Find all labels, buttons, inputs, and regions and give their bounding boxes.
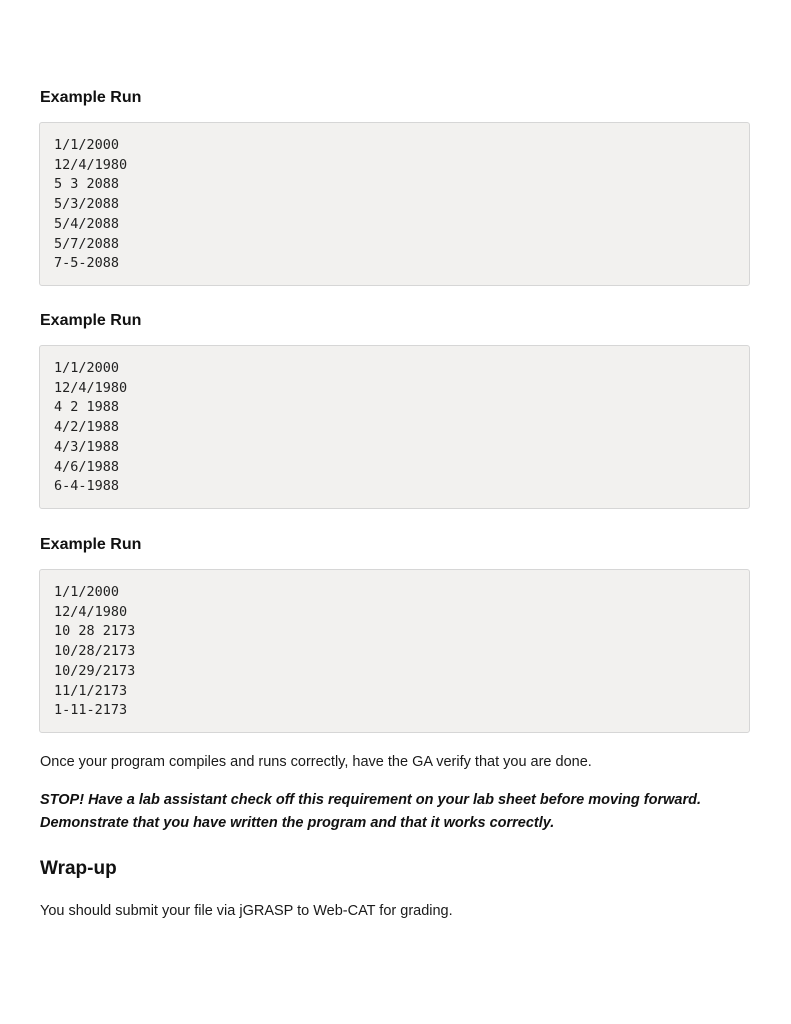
example-run-heading-1: Example Run <box>40 89 142 106</box>
output-line: 7-5-2088 <box>54 255 120 272</box>
output-line: 12/4/1980 <box>54 156 128 173</box>
example-run-heading-3: Example Run <box>40 536 142 553</box>
stop-notice-line-1: STOP! Have a lab assistant check off this requirement on your lab sheet before moving forward. <box>40 792 701 808</box>
output-line: 5/3/2088 <box>54 196 120 213</box>
output-line: 5/4/2088 <box>54 215 120 232</box>
wrapup-paragraph: You should submit your file via jGRASP to Web-CAT for grading. <box>40 903 453 919</box>
example-run-output-3 <box>39 569 750 733</box>
output-line: 1-11-2173 <box>54 702 128 719</box>
output-line: 12/4/1980 <box>54 379 128 396</box>
output-line: 1/1/2000 <box>54 360 120 376</box>
example-run-heading-2: Example Run <box>40 312 142 329</box>
verify-paragraph: Once your program compiles and runs correctly, have the GA verify that you are done. <box>40 754 592 770</box>
output-line: 11/1/2173 <box>54 682 128 699</box>
stop-notice-line-2: Demonstrate that you have written the program and that it works correctly. <box>40 815 555 831</box>
output-line: 4/3/1988 <box>54 438 120 455</box>
output-line: 10 28 2173 <box>54 623 136 640</box>
output-line: 12/4/1980 <box>54 603 128 620</box>
output-line: 6-4-1988 <box>54 478 120 495</box>
example-run-output-1 <box>39 122 750 286</box>
output-line: 4/2/1988 <box>54 419 120 436</box>
stop-notice <box>40 789 750 835</box>
output-line: 5/7/2088 <box>54 235 120 252</box>
output-line: 1/1/2000 <box>54 137 120 153</box>
example-run-output-2 <box>39 345 750 509</box>
output-line: 10/29/2173 <box>54 662 136 679</box>
wrapup-heading: Wrap-up <box>40 858 117 879</box>
output-line: 5 3 2088 <box>54 176 120 193</box>
output-line: 4 2 1988 <box>54 399 120 416</box>
output-line: 10/28/2173 <box>54 643 136 660</box>
output-line: 1/1/2000 <box>54 584 120 600</box>
output-line: 4/6/1988 <box>54 458 120 475</box>
